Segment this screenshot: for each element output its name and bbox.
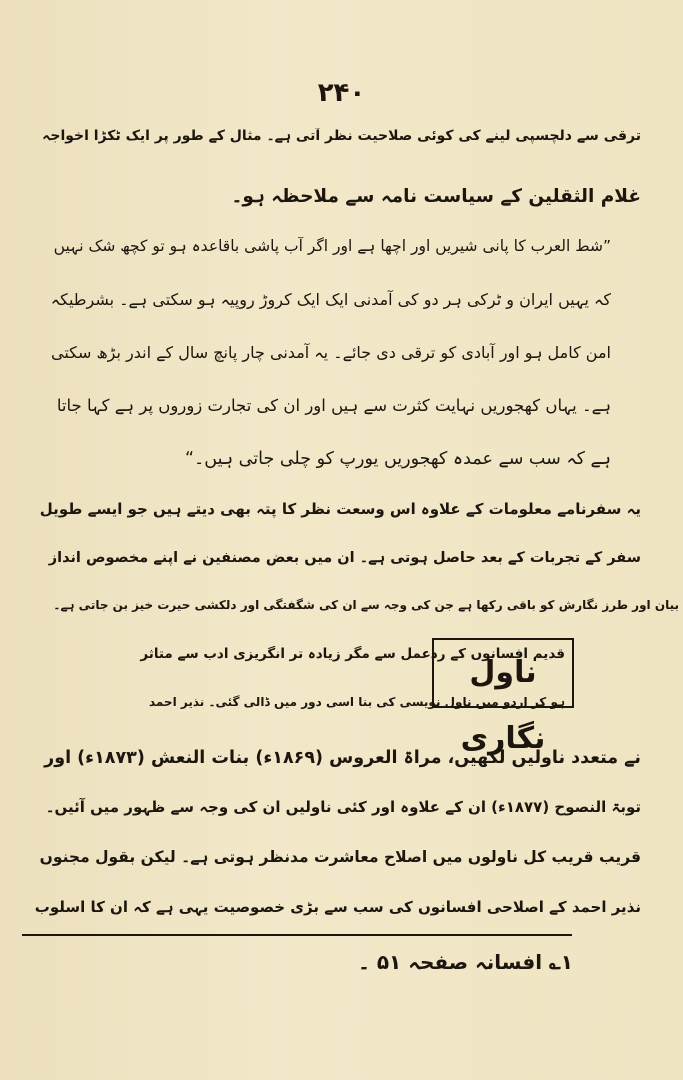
text-line: یہ سفرنامے معلومات کے علاوہ اس وسعت نظر کا پتہ بھی دیتے ہیں جو ایسے طویل [39, 500, 641, 518]
quote-line: کہ یہیں ایران و ٹرکی ہر دو کی آمدنی ایک ایک کروڑ روپیہ ہو سکتی ہے۔ بشرطیکہ [51, 290, 611, 309]
text-line: بیان اور طرز نگارش کو باقی رکھا ہے جن کی وجہ سے ان کی شگفتگی اور دلکشی حیرت خیز بن جاتی ہے۔ [53, 598, 679, 612]
text-line: سفر کے تجربات کے بعد حاصل ہوتی ہے۔ ان میں بعض مصنفین نے اپنے مخصوص انداز [48, 550, 641, 566]
quote-line: ہے کہ سب سے عمدہ کھجوریں یورپ کو چلی جاتی ہیں۔“ [184, 449, 611, 469]
quote-line: ہے۔ یہاں کھجوریں نہایت کثرت سے ہیں اور ان کی تجارت زوروں پر ہے کہا جاتا [56, 396, 611, 415]
text-line: قریب قریب کل ناولوں میں اصلاح معاشرت مدنظر ہوتی ہے۔ لیکن بقول مجنوں [39, 848, 641, 866]
text-line: ترقی سے دلچسپی لینے کی کوئی صلاحیت نظر آتی ہے۔ مثال کے طور پر ایک ٹکڑا اخواجہ [42, 128, 641, 144]
text-line: ہو کر اردو میں ناول نویسی کی بنا اسی دور میں ڈالی گئی۔ نذیر احمد [148, 695, 565, 709]
footnote: ۱؎ افسانہ صفحہ ۵۱ ۔ [358, 950, 573, 974]
quote-line: ”شط العرب کا پانی شیریں اور اچھا ہے اور اگر آب پاشی باقاعدہ ہو تو کچھ شک نہیں [53, 237, 611, 255]
text-line: نذیر احمد کے اصلاحی افسانوں کی سب سے بڑی خصوصیت یہی ہے کہ ان کا اسلوب [34, 898, 641, 916]
footnote-divider [22, 934, 572, 936]
quote-line: امن کامل ہو اور آبادی کو ترقی دی جائے۔ یہ آمدنی چار پانچ سال کے اندر بڑھ سکتی [51, 343, 611, 362]
text-line: غلام الثقلین کے سیاست نامہ سے ملاحظہ ہو۔ [231, 186, 641, 207]
page-number: ۲۴۰ [317, 78, 366, 108]
text-line: قدیم افسانوں کے ردعمل سے مگر زیادہ تر انگریزی ادب سے متاثر [140, 646, 565, 662]
section-heading: ناول نگاری [432, 638, 574, 708]
text-line: نے متعدد ناولیں لکھیں، مراۃ العروس (۱۸۶۹ء) بنات النعش (۱۸۷۳ء) اور [44, 748, 641, 768]
text-line: توبۃ النصوح (۱۸۷۷ء) ان کے علاوہ اور کئی ناولیں ان کی وجہ سے ظہور میں آئیں۔ [45, 798, 641, 816]
